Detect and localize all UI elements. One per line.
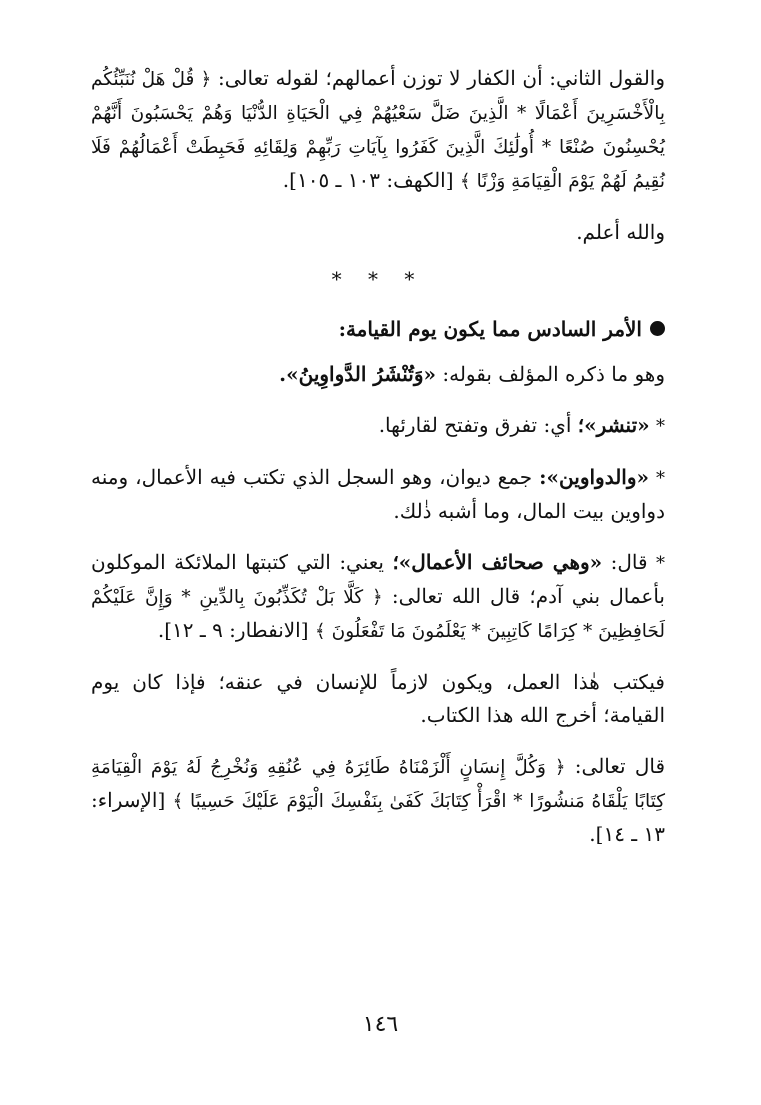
paragraph-sahaif — [91, 546, 665, 648]
quran-verse: ﴿ وَكُلَّ إِنسَانٍ أَلْزَمْنَاهُ طَائِرَهُ فِي عُنُقِهِ وَنُخْرِجُ لَهُ يَوْمَ الْقِيَامَةِ كِتَابًا يَلْقَاهُ مَنشُورًا * اقْرَأْ كِتَابَكَ كَفَىٰ بِنَفْسِكَ الْيَوْمَ عَلَيْكَ حَسِيبًا ﴾ — [91, 757, 665, 812]
star-marker: * — [656, 553, 666, 574]
paragraph-author-quote — [91, 358, 665, 391]
bullet-icon — [650, 321, 665, 336]
paragraph-dawawin — [91, 461, 665, 528]
term: «وهي صحائف الأعمال»؛ — [392, 550, 603, 574]
paragraph-text: أي: تفرق وتفتح لقارئها. — [378, 413, 572, 437]
quran-verse: ﴿ قُلْ هَلْ نُنَبِّئُكُم بِالْأَخْسَرِينَ أَعْمَالًا * الَّذِينَ ضَلَّ سَعْيُهُمْ فِي الْحَيَاةِ الدُّنْيَا وَهُمْ يَحْسَبُونَ أَنَّهُمْ يُحْسِنُونَ صُنْعًا * أُولَٰئِكَ الَّذِينَ كَفَرُوا بِآيَاتِ رَبِّهِمْ وَلِقَائِهِ فَحَبِطَتْ أَعْمَالُهُمْ فَلَا نُقِيمُ لَهُمْ يَوْمَ الْقِيَامَةِ وَزْنًا ﴾ — [91, 69, 665, 192]
author-quote: «وَتُنْشَرُ الدَّواوِينُ». — [279, 362, 436, 386]
lead-text: قال: — [610, 550, 648, 574]
paragraph-text: والقول الثاني: أن الكفار لا توزن أعمالهم؛ لقوله تعالى: — [218, 66, 665, 90]
star-marker: * — [656, 468, 666, 489]
term: «تنشر»؛ — [577, 413, 650, 437]
quran-verse: ﴿ كَلَّا بَلْ تُكَذِّبُونَ بِالدِّينِ * وَإِنَّ عَلَيْكُمْ لَحَافِظِينَ * كِرَامًا كَاتِبِينَ * يَعْلَمُونَ مَا تَفْعَلُونَ ﴾ — [91, 587, 665, 642]
section-separator: * * * — [331, 267, 425, 291]
verse-reference: [الانفطار: ٩ ـ ١٢]. — [157, 618, 309, 642]
section-heading — [91, 313, 665, 346]
page-number: ١٤٦ — [362, 1012, 399, 1037]
heading-text: الأمر السادس مما يكون يوم القيامة: — [338, 317, 642, 341]
closing-remark: والله أعلم. — [576, 220, 665, 244]
paragraph-isra — [91, 750, 665, 851]
page-body — [91, 62, 665, 869]
term: «والدواوين»: — [539, 465, 650, 489]
paragraph-kitab: فيكتب هٰذا العمل، ويكون لازماً للإنسان في عنقه؛ فإذا كان يوم القيامة؛ أخرج الله هذا الكتاب. — [91, 670, 665, 727]
lead-text: قال تعالى: — [574, 754, 666, 778]
paragraph-tunshar — [91, 409, 665, 443]
verse-reference: [الإسراء: ١٣ ـ ١٤]. — [91, 788, 665, 846]
paragraph-text: جمع ديوان، وهو السجل الذي تكتب فيه الأعمال، ومنه دواوين بيت المال، وما أشبه ذٰلك. — [91, 465, 665, 523]
star-marker: * — [656, 416, 665, 437]
paragraph-second-opinion — [91, 62, 665, 198]
verse-reference: [الكهف: ١٠٣ ـ ١٠٥]. — [282, 168, 454, 192]
paragraph-text: وهو ما ذكره المؤلف بقوله: — [442, 362, 665, 386]
paragraph-text: يعني: التي كتبتها الملائكة الموكلون بأعمال بني آدم؛ قال الله تعالى: — [91, 550, 665, 608]
